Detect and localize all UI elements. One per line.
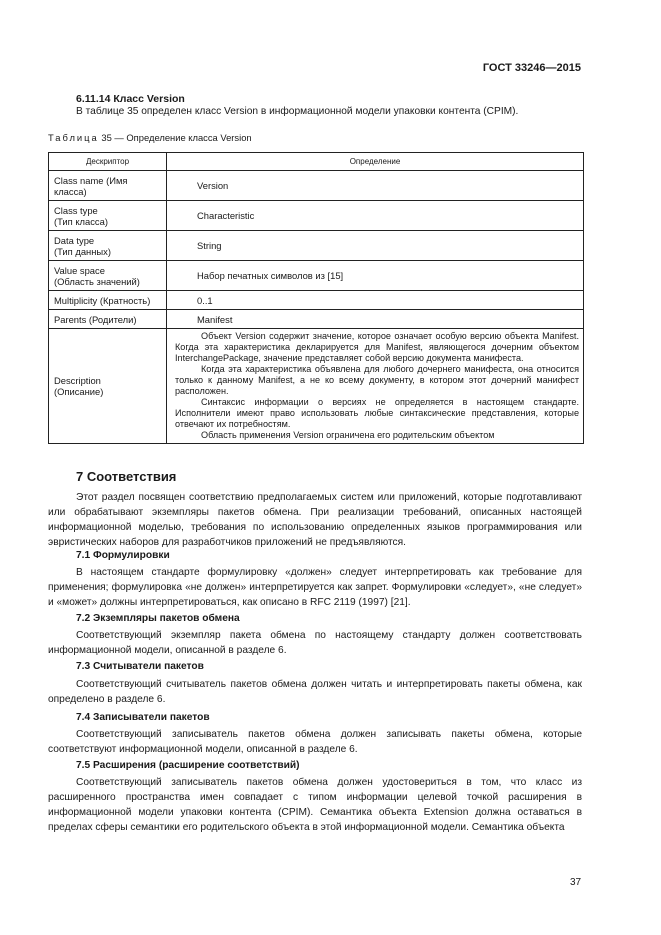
descriptor-cell: Description (Описание) [49,329,167,444]
section-7-5-title: 7.5 Расширения (расширение соответствий) [76,760,300,771]
definition-cell: Characteristic [167,201,584,231]
descriptor-cell: Class name (Имя класса) [49,171,167,201]
description-paragraph: Когда эта характеристика объявлена для любого дочернего манифеста, она относится только к данному Manifest, а не ко всему документу, в котором этот дочерний манифест расположен. [175,364,579,396]
section-7-intro: Этот раздел посвящен соответствию предполагаемых систем или приложений, которые подготавливают или обрабатывают экземпляры пакетов обмена. При реализации требований, описанных настоящей информационной моделью, требования по использованию определенных языков программирования или эвристических наборов для разработчиков приложений не предъявляются. [48,492,582,548]
section-7-1-title: 7.1 Формулировки [76,550,170,561]
descriptor-cell: Data type (Тип данных) [49,231,167,261]
descriptor-cell: Multiplicity (Кратность) [49,291,167,310]
table-row [49,231,584,261]
page-number: 37 [570,877,582,888]
section-6-11-14-title: 6.11.14 Класс Version [76,93,185,105]
section-6-11-14-intro: В таблице 35 определен класс Version в информационной модели упаковки контента (CPIM). [76,106,519,117]
table-row [49,201,584,231]
definition-cell: String [167,231,584,261]
description-paragraph: Синтаксис информации о версиях не определяется в настоящем стандарте. Исполнители имеют право использовать любые синтаксические представления, которые отвечают их потребностям. [175,397,579,429]
section-7-4-text: Соответствующий записыватель пакетов обмена должен записывать пакеты обмена, которые соответствуют информационной модели, описанной в разделе 6. [48,729,582,755]
section-7-2-title: 7.2 Экземпляры пакетов обмена [76,613,240,624]
section-7-4-title: 7.4 Записыватели пакетов [76,712,210,723]
description-paragraph: Область применения Version ограничена его родительским объектом [201,430,495,440]
column-header-descriptor: Дескриптор [49,153,167,171]
descriptor-cell: Parents (Родители) [49,310,167,329]
description-paragraph: Объект Version содержит значение, которое означает особую версию объекта Manifest. Когда эта характеристика декларируется для Manifest, являющегося дочерним объектом InterchangePackage, значение представляет собой версию документа манифеста. [175,331,579,363]
table-caption-prefix: Таблица [48,132,99,143]
definition-cell: Version [167,171,584,201]
table-caption [48,132,252,143]
definition-cell: Набор печатных символов из [15] [167,261,584,291]
table-row [49,171,584,201]
table-caption-text: 35 — Определение класса Version [101,132,252,143]
description-cell [167,329,584,444]
section-7-title: 7 Соответствия [76,469,177,484]
section-7-3-title: 7.3 Считыватели пакетов [76,661,204,672]
descriptor-cell: Value space (Область значений) [49,261,167,291]
version-class-table [48,152,584,444]
table-header-row [49,153,584,171]
descriptor-cell: Class type (Тип класса) [49,201,167,231]
table-row [49,310,584,329]
definition-cell: 0..1 [167,291,584,310]
section-7-5-text: Соответствующий записыватель пакетов обмена должен удостовериться в том, что класс из расширенного пространства имен совпадает с типом информации целевой точкой расширения в информационной модели упаковки контента (CPIM). Семантика объекта Extension должна оставаться в пределах сферы семантики его родительского объекта в этой информационной модели. Семантика объекта [48,777,582,833]
table-row [49,291,584,310]
definition-cell: Manifest [167,310,584,329]
document-code: ГОСТ 33246—2015 [482,62,581,74]
section-7-1-text: В настоящем стандарте формулировку «должен» следует интерпретировать как требование для применения; формулировка «не должен» интерпретируется как запрет. Формулировки «следует», «не следует» и «может» должны интерпретироваться, как описано в RFC 2119 (1997) [21]. [48,567,582,608]
section-7-2-text: Соответствующий экземпляр пакета обмена по настоящему стандарту должен соответствовать информационной модели, описанной в разделе 6. [48,630,582,656]
table-row [49,261,584,291]
section-7-3-text: Соответствующий считыватель пакетов обмена должен читать и интерпретировать пакеты обмена, как определено в разделе 6. [48,679,582,705]
column-header-definition: Определение [167,153,584,171]
table-row-description [49,329,584,444]
